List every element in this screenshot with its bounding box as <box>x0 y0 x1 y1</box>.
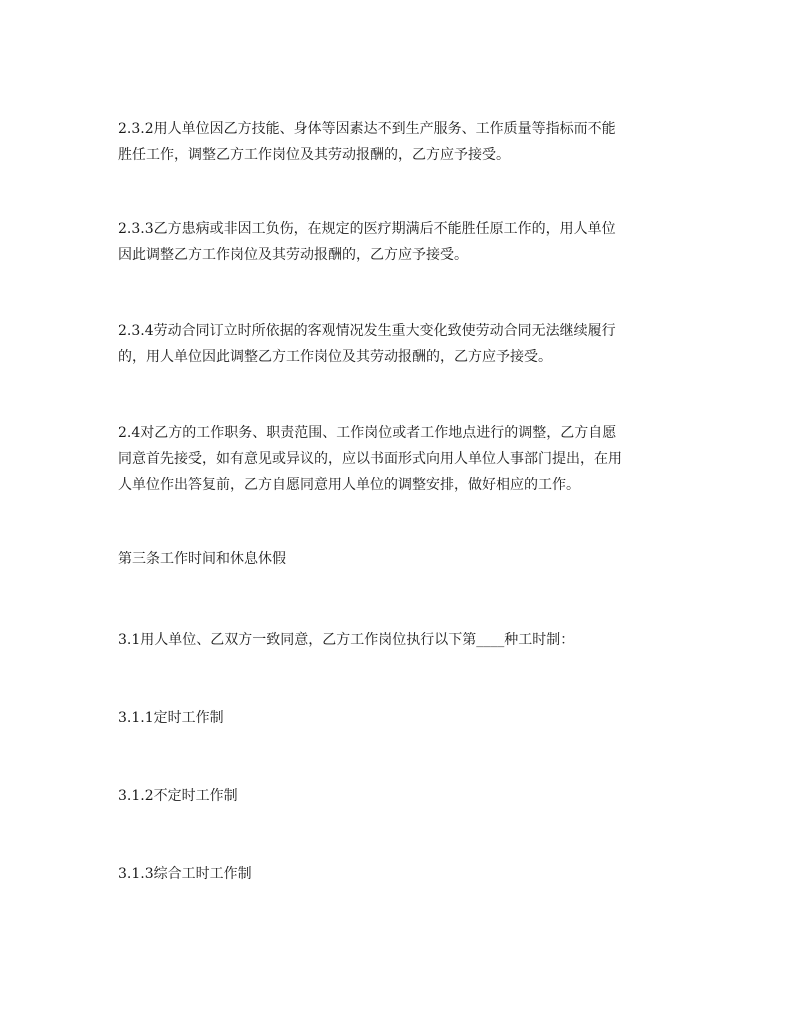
heading-line: 第三条工作时间和休息休假 <box>118 551 286 567</box>
clause-line: 3.1.3综合工时工作制 <box>118 866 252 882</box>
clause-line: 3.1.1定时工作制 <box>118 710 224 726</box>
clause-3-1-3 <box>118 861 684 887</box>
clause-line: 2.3.3乙方患病或非因工负伤，在规定的医疗期满后不能胜任原工作的，用人单位 <box>118 221 616 237</box>
clause-2-3-2 <box>118 116 684 168</box>
clause-3-1 <box>118 627 684 653</box>
clause-3-1-1 <box>118 705 684 731</box>
clause-line: 胜任工作，调整乙方工作岗位及其劳动报酬的，乙方应予接受。 <box>118 147 510 163</box>
clause-2-4 <box>118 420 684 498</box>
clause-line: 3.1用人单位、乙双方一致同意，乙方工作岗位执行以下第____种工时制： <box>118 632 575 648</box>
clause-2-3-4 <box>118 318 684 370</box>
clause-line: 2.3.2用人单位因乙方技能、身体等因素达不到生产服务、工作质量等指标而不能 <box>118 121 616 137</box>
clause-3-1-2 <box>118 783 684 809</box>
clause-line: 的，用人单位因此调整乙方工作岗位及其劳动报酬的，乙方应予接受。 <box>118 349 552 365</box>
clause-line: 2.4对乙方的工作职务、职责范围、工作岗位或者工作地点进行的调整，乙方自愿 <box>118 425 617 441</box>
clause-line: 2.3.4劳动合同订立时所依据的客观情况发生重大变化致使劳动合同无法继续履行 <box>118 323 616 339</box>
clause-line: 同意首先接受，如有意见或异议的，应以书面形式向用人单位人事部门提出，在用 <box>118 451 622 467</box>
clause-line: 3.1.2不定时工作制 <box>118 788 238 804</box>
clause-2-3-3 <box>118 216 684 268</box>
article-3-heading <box>118 546 684 572</box>
clause-line: 因此调整乙方工作岗位及其劳动报酬的，乙方应予接受。 <box>118 247 468 263</box>
clause-line: 人单位作出答复前，乙方自愿同意用人单位的调整安排，做好相应的工作。 <box>118 477 580 493</box>
